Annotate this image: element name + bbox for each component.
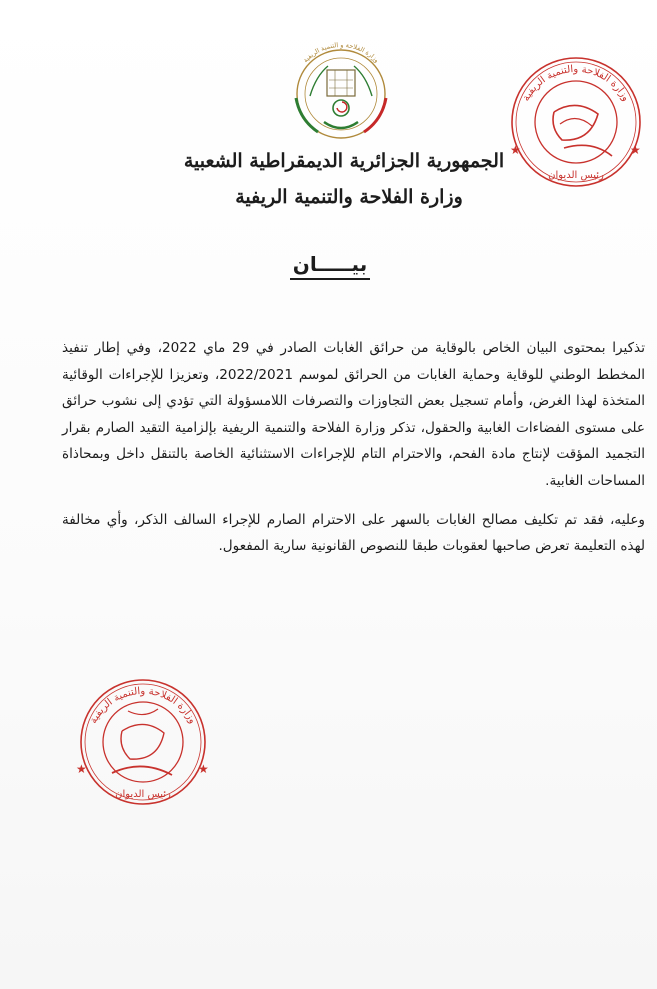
ministry-stamp-top — [502, 52, 650, 190]
stamp-star-icon: ★ — [76, 762, 87, 776]
stamp-signatory: رئيس الديوان — [115, 789, 171, 800]
stamp-star-icon: ★ — [510, 143, 521, 157]
stamp-signatory: رئيس الديوان — [548, 170, 604, 181]
emblem — [280, 36, 402, 142]
stamp-star-icon: ★ — [630, 143, 641, 157]
republic-title: الجمهورية الجزائرية الديمقراطية الشعبية — [183, 150, 505, 172]
paragraph-1: تذكيرا بمحتوى البيان الخاص بالوقاية من حرائق الغابات الصادر في 29 ماي 2022، وفي إطار تنفيذ المخطط الوطني للوقاية وحماية الغابات من الحرائق لموسم 2022/2021، وتعزيزا للإجراءات الوقائية المتخذة لهذا الغرض، وأمام تسجيل بعض التجاوزات والتصرفات اللامسؤولة التي تؤدي إلى نشوب حرائق على مستوى الفضاءات الغابية والحقول، تذكر وزارة الفلاحة والتنمية الريفية بإلزامية التقيد الصارم بقرار التجميد المؤقت لإنتاج مادة الفحم، والاحترام التام للإجراءات الاستثنائية الخاصة بالتنقل داخل وبمحاذاة المساحات الغابية. — [62, 340, 645, 489]
stamp-star-icon: ★ — [198, 762, 209, 776]
document-title: بيـــــان — [290, 252, 370, 280]
paragraph-2: وعليه، فقد تم تكليف مصالح الغابات بالسهر على الاحترام الصارم للإجراء السالف الذكر، وأي مخالفة لهذه التعليمة تعرض صاحبها لعقوبات طبقا للنصوص القانونية سارية المفعول. — [62, 511, 645, 555]
ministry-stamp-bottom — [72, 675, 214, 809]
ministry-title: وزارة الفلاحة والتنمية الريفية — [235, 186, 463, 208]
emblem-ring-text: وزارة الفلاحة و التنمية الريفية — [301, 40, 381, 65]
stamp-ring-text: وزارة الفلاحة والتنمية الريفية — [520, 63, 632, 104]
document-body — [62, 335, 645, 572]
stamp-ring-text: وزارة الفلاحة والتنمية الريفية — [88, 685, 198, 726]
